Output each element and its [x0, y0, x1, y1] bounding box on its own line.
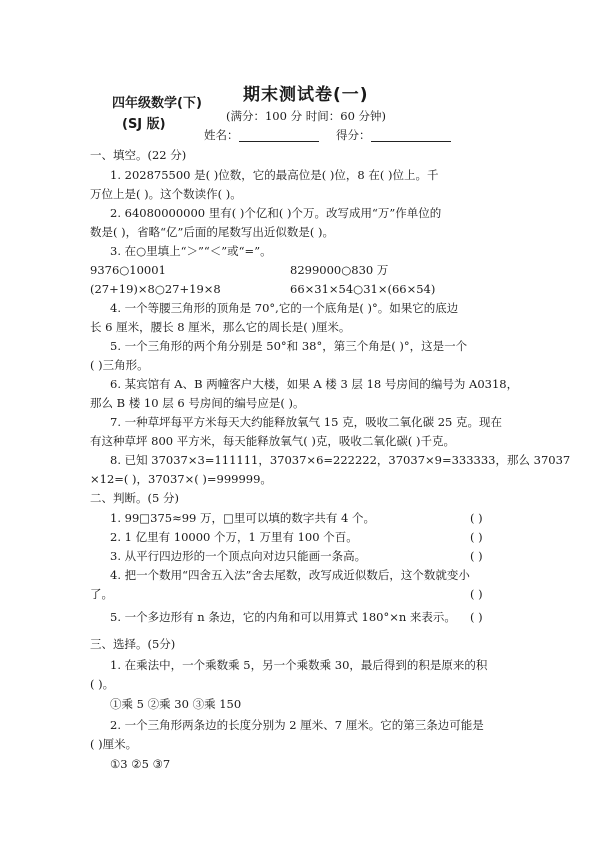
s3-q2-line2: ( )厘米。 — [90, 737, 138, 751]
s1-q3-compare-4: 66×31×54○31×(66×54) — [290, 282, 436, 296]
s2-q3: 3. 从平行四边形的一个顶点向对边只能画一条高。 — [110, 549, 367, 563]
s2-q5-answer[interactable]: ( ) — [470, 610, 483, 624]
s1-q6-line2: 那么 B 楼 10 层 6 号房间的编号应是( )。 — [90, 396, 305, 410]
s2-q2: 2. 1 亿里有 10000 个万，1 万里有 100 个百。 — [110, 530, 358, 544]
s3-q2-line1: 2. 一个三角形两条边的长度分别为 2 厘米、7 厘米。它的第三条边可能是 — [110, 718, 484, 732]
s1-q8-line2: ×12=( )，37037×( )=999999。 — [90, 472, 272, 486]
score-label: 得分： — [336, 128, 371, 142]
name-field[interactable] — [204, 128, 319, 142]
s1-q7-line2: 有这种草坪 800 平方米，每天能释放氧气( )克，吸收二氧化碳( )千克。 — [90, 434, 456, 448]
s1-q2-line2: 数是( )，省略“亿”后面的尾数写出近似数是( )。 — [90, 225, 335, 239]
s1-q3-compare-2: 8299000○830 万 — [290, 263, 389, 277]
s1-q5-line2: ( )三角形。 — [90, 358, 149, 372]
s1-q7-line1: 7. 一种草坪每平方米每天大约能释放氧气 15 克，吸收二氧化碳 25 克。现在 — [110, 415, 503, 429]
s1-q4-line2: 长 6 厘米，腰长 8 厘米，那么它的周长是( )厘米。 — [90, 320, 351, 334]
s3-q2-options: ①3 ②5 ③7 — [110, 757, 171, 771]
s3-q1-line1: 1. 在乘法中，一个乘数乘 5，另一个乘数乘 30，最后得到的积是原来的积 — [110, 658, 488, 672]
exam-title: 期末测试卷(一) — [243, 85, 369, 105]
s1-q4-line1: 4. 一个等腰三角形的顶角是 70°,它的一个底角是( )°。如果它的底边 — [110, 301, 459, 315]
s1-q1-line1: 1. 202875500 是( )位数，它的最高位是( )位，8 在( )位上。千 — [110, 168, 439, 182]
score-field[interactable] — [336, 128, 451, 142]
s1-q2-line1: 2. 64080000000 里有( )个亿和( )个万。改写成用“万”作单位的 — [110, 206, 442, 220]
s3-q1-options: ①乘 5 ②乘 30 ③乘 150 — [110, 697, 242, 711]
s2-q4-line2: 了。 — [90, 587, 113, 601]
s2-q2-answer[interactable]: ( ) — [470, 530, 483, 544]
name-label: 姓名： — [204, 128, 239, 142]
s1-q8-line1: 8. 已知 37037×3=111111，37037×6=222222，37037×9=333333，那么 37037 — [110, 453, 571, 467]
edition-label: (SJ 版) — [122, 117, 166, 132]
s1-q3-compare-3: (27+19)×8○27+19×8 — [90, 282, 221, 296]
section-1-heading: 一、填空。(22 分) — [90, 148, 187, 162]
name-blank[interactable] — [239, 129, 319, 142]
s1-q5-line1: 5. 一个三角形的两个角分别是 50°和 38°，第三个角是( )°，这是一个 — [110, 339, 468, 353]
grade-label: 四年级数学(下) — [112, 96, 202, 111]
s2-q1-answer[interactable]: ( ) — [470, 511, 483, 525]
s2-q4-line1: 4. 把一个数用“四舍五入法”舍去尾数，改写成近似数后，这个数就变小 — [110, 568, 470, 582]
score-blank[interactable] — [371, 129, 451, 142]
s2-q1: 1. 99□375≈99 万，□里可以填的数字共有 4 个。 — [110, 511, 375, 525]
s2-q3-answer[interactable]: ( ) — [470, 549, 483, 563]
s2-q5: 5. 一个多边形有 n 条边，它的内角和可以用算式 180°×n 来表示。 — [110, 610, 456, 624]
section-2-heading: 二、判断。(5 分) — [90, 491, 179, 505]
s1-q3-compare-1: 9376○10001 — [90, 263, 166, 277]
s1-q6-line1: 6. 某宾馆有 A、B 两幢客户大楼，如果 A 楼 3 层 18 号房间的编号为 A0318， — [110, 377, 519, 391]
exam-info: (满分：100 分 时间：60 分钟) — [226, 109, 387, 123]
section-3-heading: 三、选择。(5分) — [90, 637, 176, 651]
s2-q4-answer[interactable]: ( ) — [470, 587, 483, 601]
s3-q1-line2: ( )。 — [90, 677, 115, 691]
s1-q1-line2: 万位上是( )。这个数读作( )。 — [90, 187, 242, 201]
s1-q3: 3. 在○里填上“＞”“＜”或“=”。 — [110, 244, 272, 258]
